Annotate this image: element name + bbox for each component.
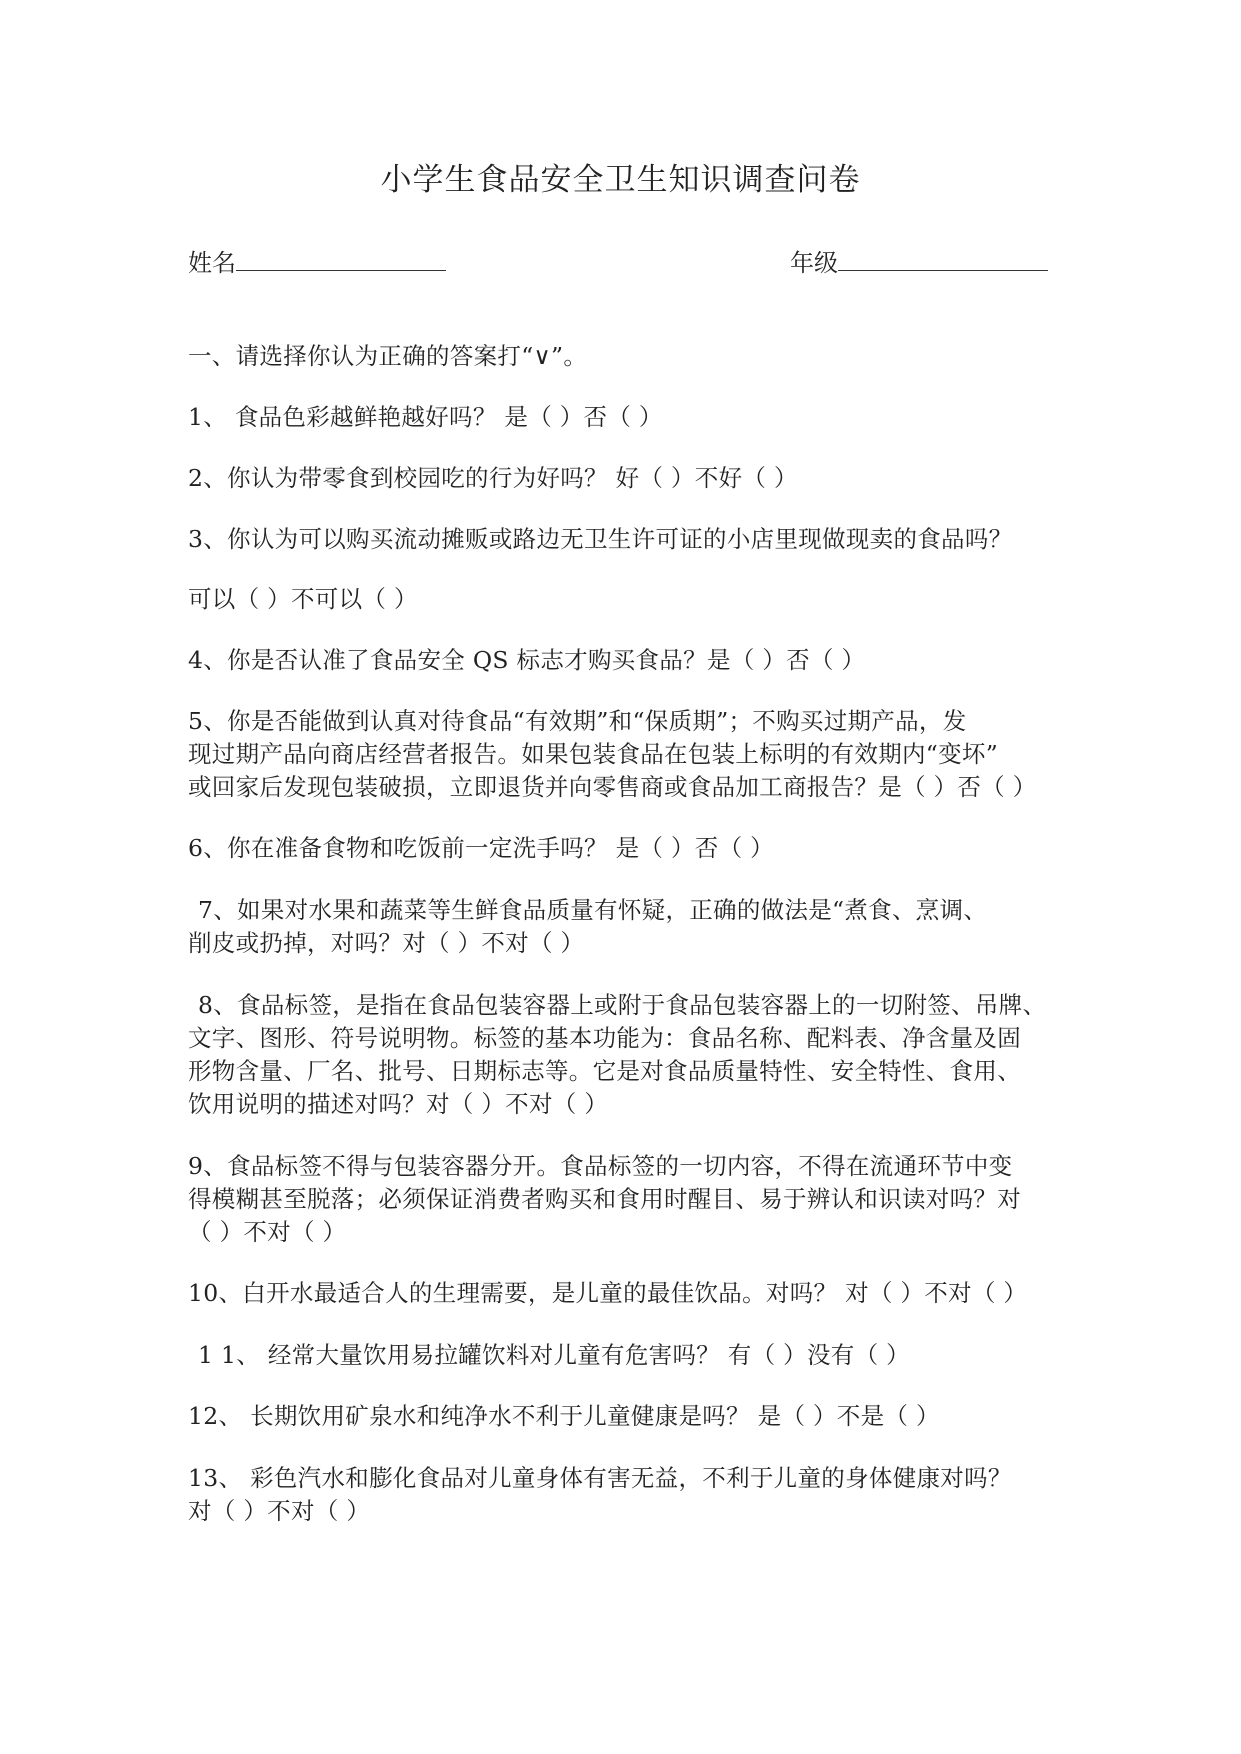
question-9-line-1: 9、食品标签不得与包装容器分开。食品标签的一切内容，不得在流通环节中变	[188, 1152, 1013, 1180]
question-8-line-4: 饮用说明的描述对吗？对（ ）不对（ ）	[188, 1090, 609, 1118]
question-12: 12、 长期饮用矿泉水和纯净水不利于儿童健康是吗？ 是（ ）不是（ ）	[188, 1402, 940, 1430]
question-10: 10、白开水最适合人的生理需要，是儿童的最佳饮品。对吗？ 对（ ）不对（ ）	[188, 1279, 1028, 1307]
grade-blank	[838, 244, 1048, 271]
question-3-line-1: 3、你认为可以购买流动摊贩或路边无卫生许可证的小店里现做现卖的食品吗？	[188, 525, 1013, 553]
question-5-line-1: 5、你是否能做到认真对待食品“有效期”和“保质期”；不购买过期产品，发	[188, 707, 967, 735]
page-title: 小学生食品安全卫生知识调查问卷	[380, 162, 861, 198]
question-13-line-1: 13、 彩色汽水和膨化食品对儿童身体有害无益，不利于儿童的身体健康对吗？	[188, 1464, 1012, 1492]
question-8-line-1: 8、食品标签，是指在食品包装容器上或附于食品包装容器上的一切附签、吊牌、	[198, 991, 1047, 1019]
question-9-line-2: 得模糊甚至脱落；必须保证消费者购买和食用时醒目、易于辨认和识读对吗？对	[188, 1185, 1021, 1213]
question-13-line-2: 对（ ）不对（ ）	[188, 1497, 371, 1525]
question-8-line-3: 形物含量、厂名、批号、日期标志等。它是对食品质量特性、安全特性、食用、	[188, 1057, 1021, 1085]
question-6: 6、你在准备食物和吃饭前一定洗手吗？ 是（ ）否（ ）	[188, 834, 774, 862]
grade-label: 年级	[790, 249, 838, 277]
question-2: 2、你认为带零食到校园吃的行为好吗？ 好（ ）不好（ ）	[188, 464, 798, 492]
question-9-line-3: （ ）不对（ ）	[188, 1218, 347, 1246]
name-label: 姓名	[188, 249, 236, 277]
question-3-line-2: 可以（ ）不可以（ ）	[188, 585, 418, 613]
question-4: 4、你是否认准了食品安全 QS 标志才购买食品？是（ ）否（ ）	[188, 646, 866, 674]
question-5-line-3: 或回家后发现包装破损，立即退货并向零售商或食品加工商报告？是（ ）否（ ）	[188, 773, 1037, 801]
grade-field	[790, 244, 1048, 280]
question-7-line-2: 削皮或扔掉，对吗？对（ ）不对（ ）	[188, 929, 585, 957]
name-blank	[236, 244, 446, 271]
question-1: 1、 食品色彩越鲜艳越好吗？ 是（ ）否（ ）	[188, 403, 663, 431]
name-field	[188, 244, 446, 280]
question-7-line-1: 7、如果对水果和蔬菜等生鲜食品质量有怀疑，正确的做法是“煮食、烹调、	[198, 896, 988, 924]
question-8-line-2: 文字、图形、符号说明物。标签的基本功能为：食品名称、配料表、净含量及固	[188, 1024, 1021, 1052]
question-5-line-2: 现过期产品向商店经营者报告。如果包装食品在包装上标明的有效期内“变坏”	[188, 740, 999, 768]
question-11: 1 1、 经常大量饮用易拉罐饮料对儿童有危害吗？ 有（ ）没有（ ）	[198, 1341, 910, 1369]
section-heading: 一、请选择你认为正确的答案打“∨”。	[188, 342, 588, 370]
